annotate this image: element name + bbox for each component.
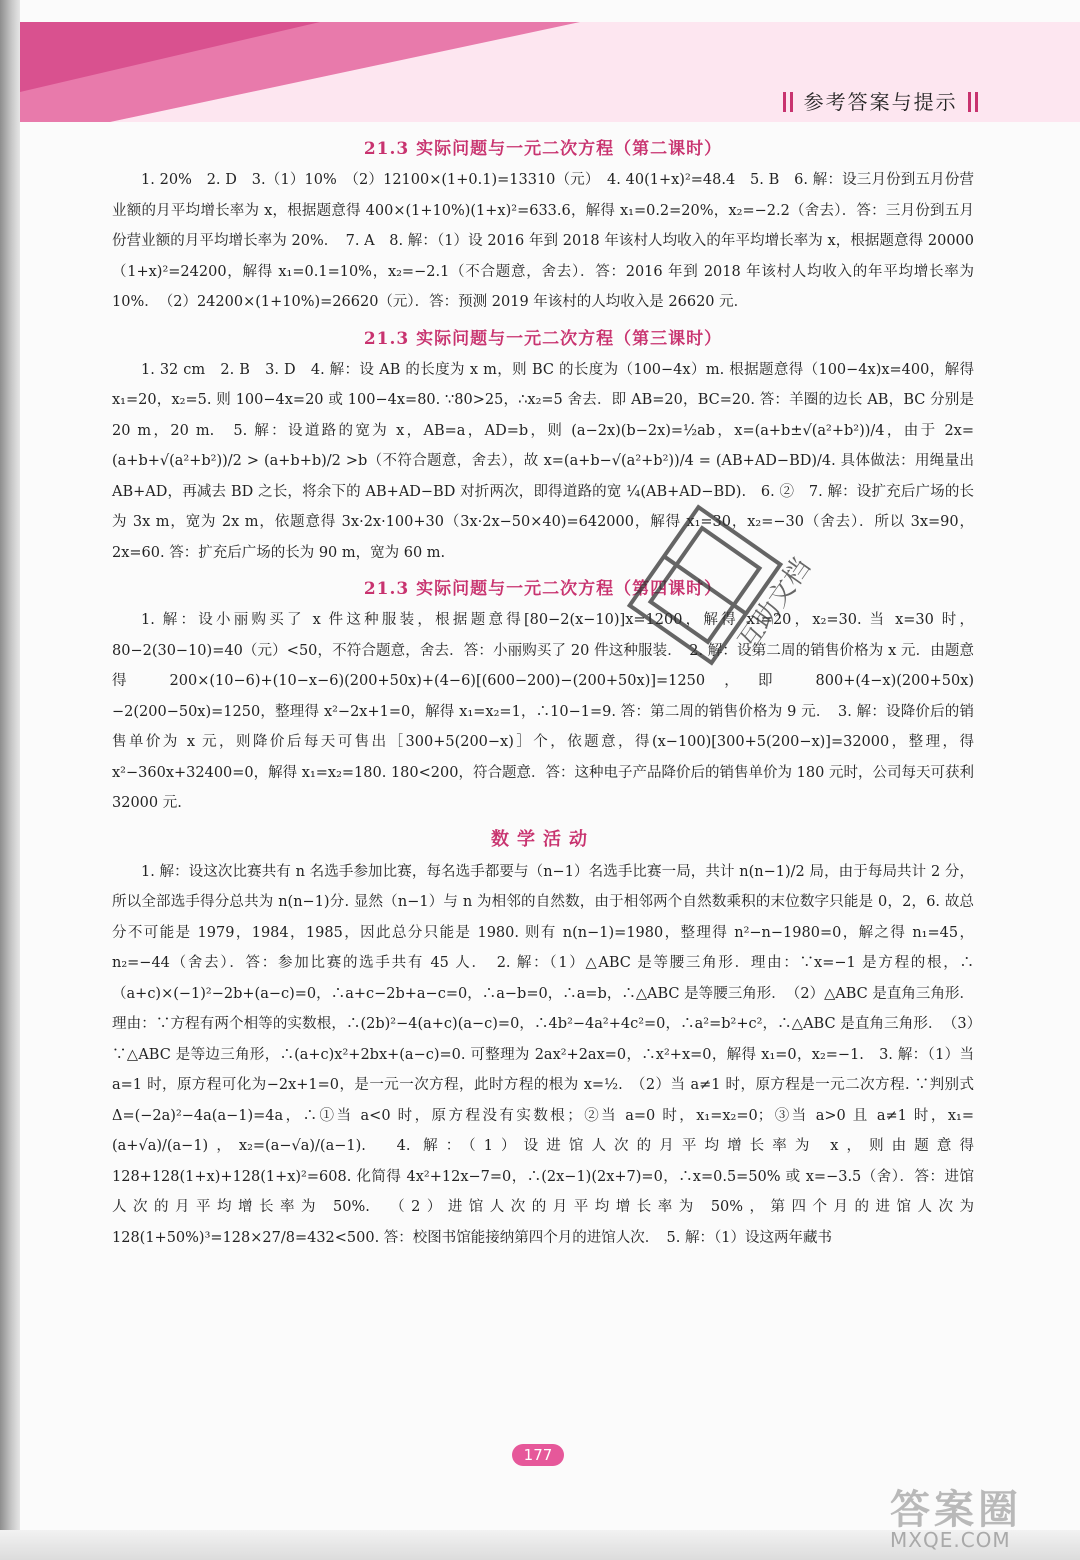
section-title: 21.3 实际问题与一元二次方程（第四课时）: [363, 579, 723, 599]
page-binding-edge: [0, 0, 20, 1560]
section-title: 21.3 实际问题与一元二次方程（第三课时）: [363, 328, 723, 349]
answer-content: [112, 130, 974, 1253]
page-number: 177: [512, 1444, 564, 1466]
section-text: 1. 解：设这次比赛共有 n 名选手参加比赛，每名选手都要与（n−1）名选手比赛一局，共计 n(n−1)/2 局，由于每局共计 2 分，所以全部选手得分总共为 n(n−1)分. 显然（n−1）与 n 为相邻的自然数，由于相邻两个自然数乘积的末位数字只能是 0，2，6. 故总分不可能是 1979，1984，1985，因此总分只能是 1980. 则有 n(n−1)=1980，整理得 n²−n−1980=0，解之得 n₁=45，n₂=−44（舍去）．答：参加比赛的选手共有 45 人． 2. 解：（1）△ABC 是等腰三角形．理由：∵x=−1 是方程的根，∴（a+c)×(−1)²−2b+(a−c)=0，∴a+c−2b+a−c=0，∴a−b=0，∴a=b，∴△ABC 是等腰三角形． （2）△ABC 是直角三角形．理由：∵方程有两个相等的实数根，∴(2b)²−4(a+c)(a−c)=0，∴4b²−4a²+4c²=0，∴a²=b²+c²，∴△ABC 是直角三角形． （3）∵△ABC 是等边三角形，∴(a+c)x²+2bx+(a−c)=0. 可整理为 2ax²+2ax=0，∴x²+x=0，解得 x₁=0，x₂=−1. 3. 解：（1）当 a=1 时，原方程可化为−2x+1=0，是一元一次方程，此时方程的根为 x=½. （2）当 a≠1 时，原方程是一元二次方程. ∵判别式 Δ=(−2a)²−4a(a−1)=4a，∴①当 a<0 时，原方程没有实数根；②当 a=0 时，x₁=x₂=0；③当 a>0 且 a≠1 时，x₁=(a+√a)/(a−1)，x₂=(a−√a)/(a−1). 4. 解：（1）设进馆人次的月平均增长率为 x，则由题意得 128+128(1+x)+128(1+x)²=608. 化简得 4x²+12x−7=0，∴(2x−1)(2x+7)=0，∴x=0.5=50% 或 x=−3.5（舍）．答：进馆人次的月平均增长率为 50%. （2）进馆人次的月平均增长率为 50%，第四个月的进馆人次为 128(1+50%)³=128×27/8=432<500. 答：校图书馆能接纳第四个月的进馆人次． 5. 解：（1）设这两年藏书: [112, 863, 974, 1246]
section-label: [781, 86, 980, 115]
section-text: 1. 32 cm 2. B 3. D 4. 解：设 AB 的长度为 x m，则 BC 的长度为（100−4x）m. 根据题意得（100−4x)x=400，解得 x₁=20，x₂=5. 则 100−4x=20 或 100−4x=80. ∵80>25，∴x₂=5 舍去．即 AB=20，BC=20. 答：羊圈的边长 AB，BC 分别是 20 m，20 m. 5. 解：设道路的宽为 x，AB=a，AD=b，则 (a−2x)(b−2x)=½ab，x=(a+b±√(a²+b²))/4，由于 2x=(a+b+√(a²+b²))/2 > (a+b+b)/2 >b（不符合题意，舍去），故 x=(a+b−√(a²+b²))/4 = (AB+AD−BD)/4. 具体做法：用绳量出 AB+AD，再减去 BD 之长，将余下的 AB+AD−BD 对折两次，即得道路的宽 ¼(AB+AD−BD). 6. ② 7. 解：设扩充后广场的长为 3x m，宽为 2x m，依题意得 3x·2x·100+30（3x·2x−50×40)=642000，解得 x₁=30，x₂=−30（舍去）．所以 3x=90，2x=60. 答：扩充后广场的长为 90 m，宽为 60 m.: [112, 361, 974, 561]
section-title: 21.3 实际问题与一元二次方程（第二课时）: [363, 139, 723, 159]
site-watermark: [880, 1478, 1070, 1558]
stamp-text: 互助文档: [732, 553, 817, 656]
stamp-watermark: [625, 500, 817, 670]
section-text: 1. 解：设小丽购买了 x 件这种服装，根据题意得[80−2(x−10)]x=1200，解得 x₁=20，x₂=30. 当 x=30 时，80−2(30−10)=40（元）<50，不符合题意，舍去．答：小丽购买了 20 件这种服装． 2. 解：设第二周的销售价格为 x 元．由题意得 200×(10−6)+(10−x−6)(200+50x)+(4−6)[(600−200)−(200+50x)]=1250，即 800+(4−x)(200+50x)−2(200−50x)=1250，整理得 x²−2x+1=0，解得 x₁=x₂=1，∴10−1=9. 答：第二周的销售价格为 9 元． 3. 解：设降价后的销售单价为 x 元，则降价后每天可售出［300+5(200−x)］个，依题意，得(x−100)[300+5(200−x)]=32000，整理，得 x²−360x+32400=0，解得 x₁=x₂=180. 180<200，符合题意．答：这种电子产品降价后的销售单价为 180 元时，公司每天可获利 32000 元.: [112, 612, 974, 811]
watermark-url: MXQE.COM: [890, 1528, 1011, 1552]
watermark-logo-text: 答案圈: [890, 1487, 1022, 1533]
section-text: 1. 20% 2. D 3.（1）10% （2）12100×(1+0.1)=13310（元） 4. 40(1+x)²=48.4 5. B 6. 解：设三月份到五月份营业额的月平均增长率为 x，根据题意得 400×(1+10%)(1+x)²=633.6，解得 x₁=0.2=20%，x₂=−2.2（舍去）．答：三月份到五月份营业额的月平均增长率为 20%． 7. A 8. 解：（1）设 2016 年到 2018 年该村人均收入的年平均增长率为 x，根据题意得 20000（1+x)²=24200，解得 x₁=0.1=10%，x₂=−2.1（不合题意，舍去）．答：2016 年到 2018 年该村人均收入的年平均增长率为 10%． （2）24200×(1+10%)=26620（元）．答：预测 2019 年该村的人均收入是 26620 元．: [112, 172, 974, 310]
section-label-text: 参考答案与提示: [803, 90, 958, 114]
section-title: 数学活动: [491, 828, 595, 850]
